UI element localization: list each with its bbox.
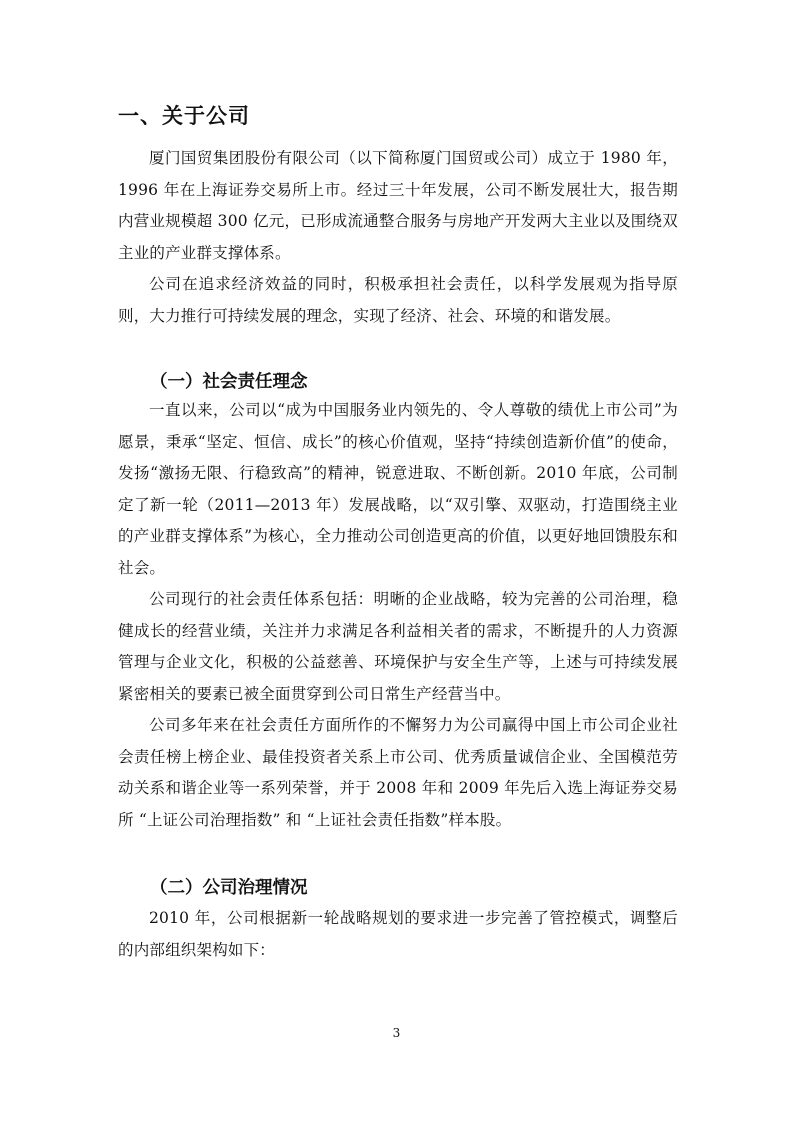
page-number: 3 <box>392 1026 401 1040</box>
paragraph-vision: 一直以来，公司以“成为中国服务业内领先的、令人尊敬的绩优上市公司”为愿景，秉承“坚定、恒信、成长”的核心价值观，坚持“持续创造新价值”的使命，发扬“激扬无限、行稳致高”的精神，锐意进取、不断创新。2010 年底，公司制定了新一轮（2011—2013 年）发展战略，以“双引擎、双驱动，打造围绕主业的产业群支撑体系”为核心，全力推动公司创造更高的价值，以更好地回馈股东和社会。 <box>118 401 678 577</box>
paragraph-social-responsibility: 公司在追求经济效益的同时，积极承担社会责任，以科学发展观为指导原则，大力推行可持续发展的理念，实现了经济、社会、环境的和谐发展。 <box>118 275 678 325</box>
paragraph-governance: 2010 年，公司根据新一轮战略规划的要求进一步完善了管控模式，调整后的内部组织架构如下： <box>118 909 678 959</box>
paragraph-csr-system: 公司现行的社会责任体系包括：明晰的企业战略，较为完善的公司治理，稳健成长的经营业绩，关注并力求满足各利益相关者的需求，不断提升的人力资源管理与企业文化，积极的公益慈善、环境保护与安全生产等，上述与可持续发展紧密相关的要素已被全面贯穿到公司日常生产经营当中。 <box>118 590 678 703</box>
section-heading-csr-philosophy: （一）社会责任理念 <box>150 372 308 392</box>
paragraph-company-intro: 厦门国贸集团股份有限公司（以下简称厦门国贸或公司）成立于 1980 年，1996 年在上海证券交易所上市。经过三十年发展，公司不断发展壮大，报告期内营业规模超 300 亿元，已形成流通整合服务与房地产开发两大主业以及围绕双主业的产业群支撑体系。 <box>118 149 678 262</box>
paragraph-honors: 公司多年来在社会责任方面所作的不懈努力为公司赢得中国上市公司企业社会责任榜上榜企业、最佳投资者关系上市公司、优秀质量诚信企业、全国模范劳动关系和谐企业等一系列荣誉，并于 2008 年和 2009 年先后入选上海证券交易所 “上证公司治理指数” 和 “上证社会责任指数”样本股。 <box>118 716 678 829</box>
section-heading-corporate-governance: （二）公司治理情况 <box>150 878 308 898</box>
section-heading-about-company: 一、关于公司 <box>118 104 250 128</box>
